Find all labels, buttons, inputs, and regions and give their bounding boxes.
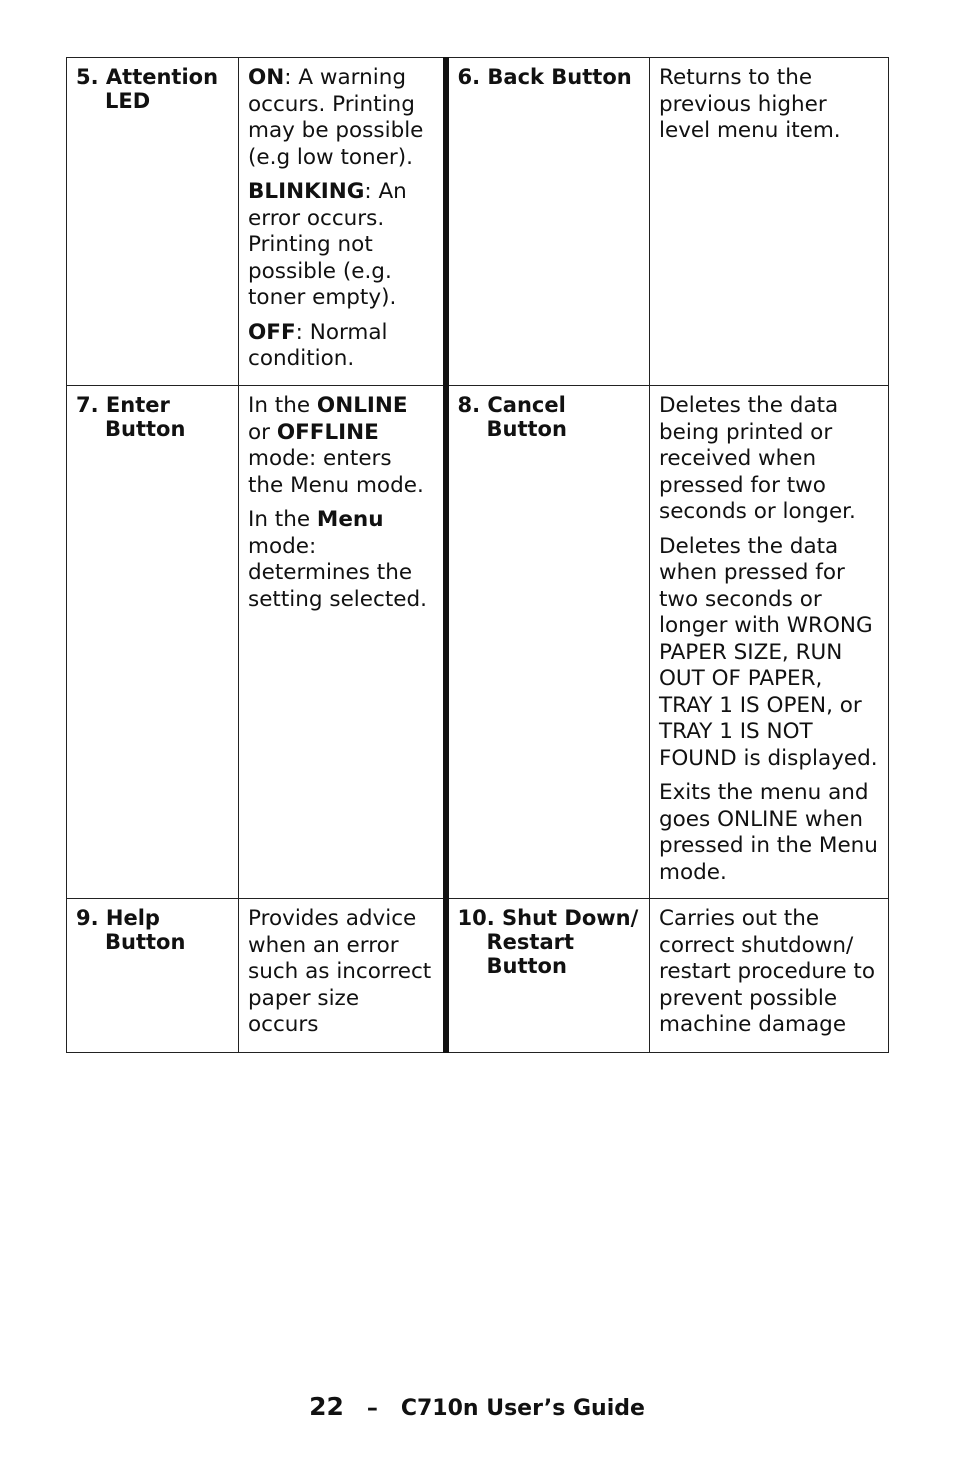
help-button-name-cell bbox=[67, 899, 239, 1053]
cancel-button-name-cell bbox=[446, 386, 650, 899]
cancel-button-desc-3: Exits the menu and goes ONLINE when pressed in the Menu mode. bbox=[659, 780, 878, 885]
enter-button-name: 7. Enter Button bbox=[76, 393, 186, 441]
button-description-table bbox=[66, 57, 889, 1053]
attention-led-on-desc: ON: A warning occurs. Printing may be possible (e.g low toner). bbox=[248, 65, 424, 170]
cancel-button-desc-cell bbox=[650, 386, 889, 899]
enter-button-name-cell bbox=[67, 386, 239, 899]
page-number: 22 bbox=[309, 1392, 344, 1421]
attention-led-blinking-desc: BLINKING: An error occurs. Printing not possible (e.g. toner empty). bbox=[248, 179, 407, 310]
table-row bbox=[67, 899, 889, 1053]
table-row bbox=[67, 386, 889, 899]
shutdown-restart-button-desc: Carries out the correct shutdown/ restart procedure to prevent possible machine damage bbox=[659, 906, 876, 1037]
footer-dash: – bbox=[366, 1396, 378, 1421]
table-row bbox=[67, 58, 889, 386]
enter-button-online-desc: In the ONLINE or OFFLINE mode: enters the Menu mode. bbox=[248, 393, 424, 498]
back-button-desc-cell bbox=[650, 58, 889, 386]
help-button-name: 9. Help Button bbox=[76, 906, 186, 954]
back-button-name-cell bbox=[446, 58, 650, 386]
help-button-desc-cell bbox=[239, 899, 446, 1053]
cancel-button-desc-2: Deletes the data when pressed for two seconds or longer with WRONG PAPER SIZE, RUN OUT OF PAPER, TRAY 1 IS OPEN, or TRAY 1 IS NOT FOUND is displayed. bbox=[659, 533, 878, 771]
enter-button-menu-desc: In the Menu mode: determines the setting selected. bbox=[248, 507, 427, 612]
attention-led-off-desc: OFF: Normal condition. bbox=[248, 319, 388, 371]
attention-led-name: 5. Attention LED bbox=[76, 65, 219, 113]
guide-title: C710n User’s Guide bbox=[400, 1396, 645, 1421]
shutdown-button-name-cell bbox=[446, 899, 650, 1053]
back-button-desc: Returns to the previous higher level menu item. bbox=[659, 65, 841, 143]
help-button-desc: Provides advice when an error such as incorrect paper size occurs bbox=[248, 906, 432, 1037]
shutdown-button-desc-cell bbox=[650, 899, 889, 1053]
cancel-button-name: 8. Cancel Button bbox=[457, 393, 567, 441]
back-button-name: 6. Back Button bbox=[457, 65, 632, 89]
attention-led-name-cell bbox=[67, 58, 239, 386]
cancel-button-desc-1: Deletes the data being printed or received when pressed for two seconds or longer. bbox=[659, 393, 856, 524]
shutdown-restart-button-name: 10. Shut Down/ Restart Button bbox=[457, 906, 639, 978]
attention-led-desc-cell bbox=[239, 58, 446, 386]
page-footer bbox=[0, 1392, 954, 1421]
enter-button-desc-cell bbox=[239, 386, 446, 899]
